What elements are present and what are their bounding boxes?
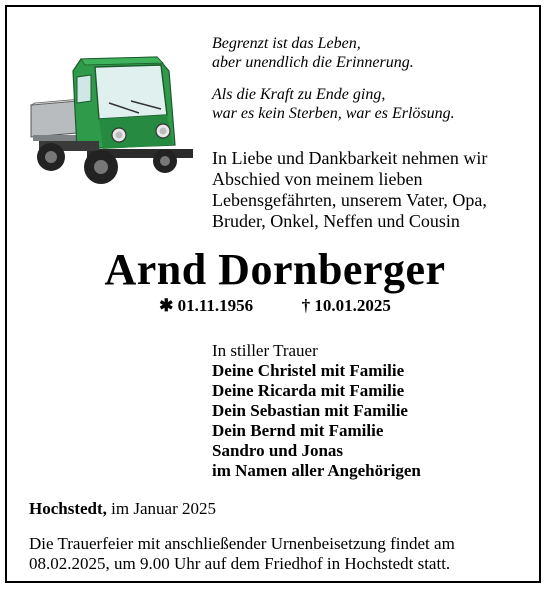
- mourner-entry: Dein Sebastian mit Familie: [212, 401, 408, 420]
- intro-line: Lebensgefährten, unserem Vater, Opa,: [212, 190, 487, 210]
- mourner-entry: Deine Ricarda mit Familie: [212, 381, 405, 400]
- funeral-notice: [29, 534, 529, 574]
- farewell-intro: [212, 148, 537, 232]
- death-cross-icon: †: [301, 296, 311, 315]
- funeral-line: 08.02.2025, um 9.00 Uhr auf dem Friedhof in Hochstedt statt.: [29, 554, 451, 573]
- obituary-card: [5, 5, 541, 583]
- birth-date: 01.11.1956: [177, 296, 254, 315]
- mourner-entry: im Namen aller Angehörigen: [212, 461, 421, 480]
- intro-line: Bruder, Onkel, Neffen und Cousin: [212, 211, 460, 231]
- deceased-name: Arnd Dornberger: [104, 245, 446, 294]
- verse-line: aber unendlich die Erinnerung.: [212, 54, 414, 71]
- verse-stanza-1: [212, 34, 455, 72]
- mourner-entry: Deine Christel mit Familie: [212, 361, 405, 380]
- death-date: 10.01.2025: [314, 296, 391, 315]
- verse-stanza-2: [212, 85, 455, 123]
- verse-line: Als die Kraft zu Ende ging,: [212, 86, 386, 103]
- mourners-lead: In stiller Trauer: [212, 341, 318, 360]
- truck-illustration: [29, 49, 204, 199]
- memorial-verse: [212, 34, 455, 136]
- mourner-entry: Sandro und Jonas: [212, 441, 344, 460]
- funeral-line: Die Trauerfeier mit anschließender Urnenbeisetzung findet am: [29, 534, 455, 553]
- intro-line: In Liebe und Dankbarkeit nehmen wir: [212, 148, 488, 168]
- place-and-date: [29, 499, 216, 519]
- verse-line: war es kein Sterben, war es Erlösung.: [212, 105, 455, 122]
- place-town: Hochstedt,: [29, 499, 107, 518]
- birth-icon: ✱: [159, 296, 174, 315]
- mourners-list: [212, 341, 421, 481]
- place-date: im Januar 2025: [111, 499, 216, 518]
- life-dates: [7, 295, 543, 317]
- intro-line: Abschied von meinem lieben: [212, 169, 423, 189]
- verse-line: Begrenzt ist das Leben,: [212, 35, 361, 52]
- mourner-entry: Dein Bernd mit Familie: [212, 421, 384, 440]
